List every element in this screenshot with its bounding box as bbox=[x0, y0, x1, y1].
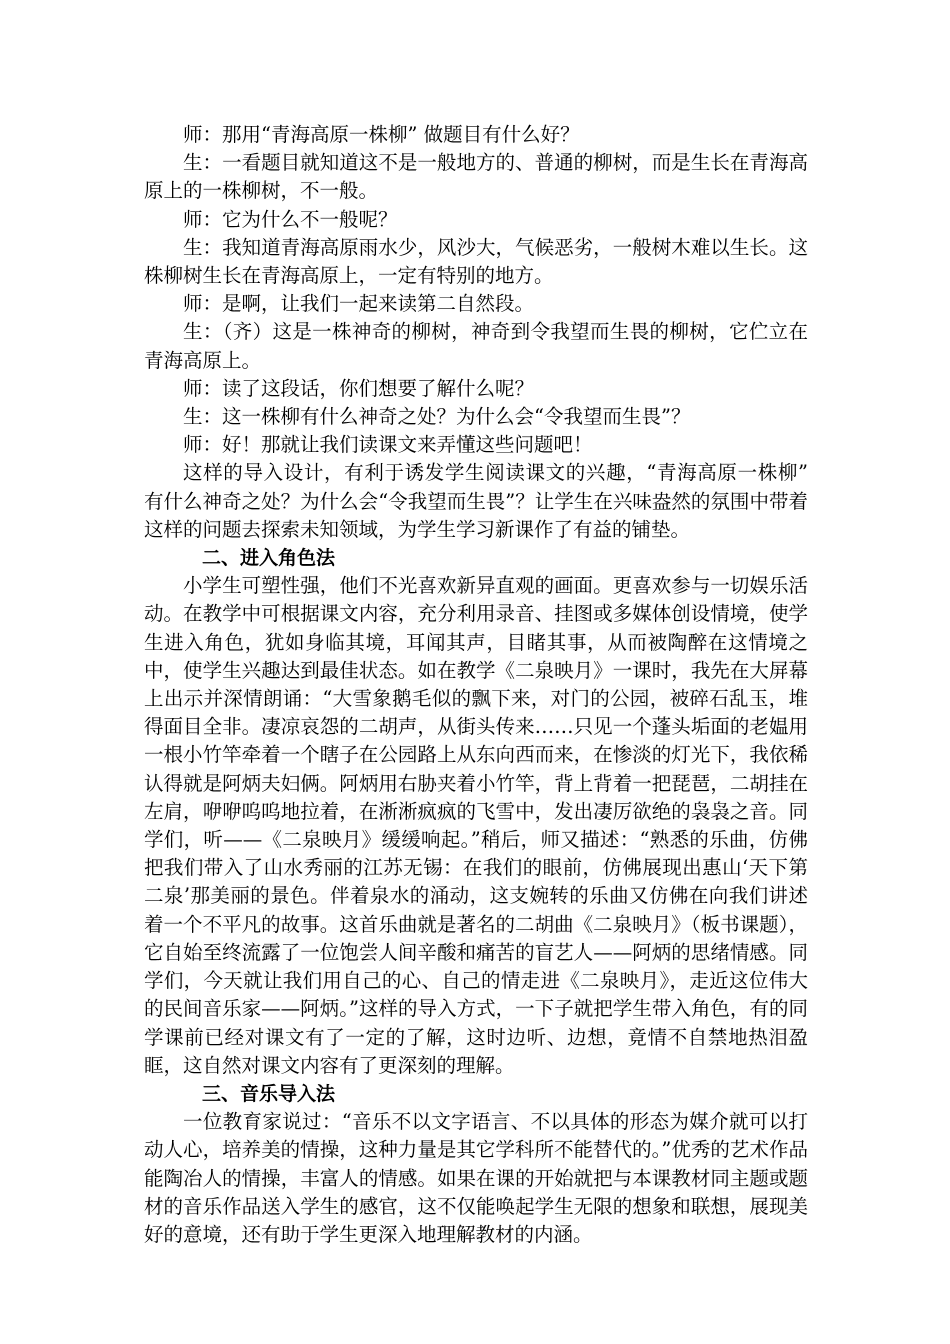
dialogue-line: 生：这一株柳有什么神奇之处？为什么会“令我望而生畏”？ bbox=[183, 405, 691, 429]
dialogue-line: 生：一看题目就知道这不是一般地方的、普通的柳树，而是生长在青海高原上的一株柳树，不一般。 bbox=[144, 151, 808, 203]
section-body-music: 一位教育家说过：“音乐不以文字语言、不以具体的形态为媒介就可以打动人心，培养美的情操，这种力量是其它学科所不能替代的。”优秀的艺术作品能陶冶人的情操，丰富人的情感。如果在课的开始就把与本课教材同主题或题材的音乐作品送入学生的感官，这不仅能唤起学生无限的想象和联想，展现美好的意境，还有助于学生更深入地理解教材的内涵。 bbox=[144, 1110, 808, 1246]
dialogue-line: 生：（齐）这是一株神奇的柳树，神奇到令我望而生畏的柳树，它伫立在青海高原上。 bbox=[144, 320, 808, 372]
dialogue-line: 生：我知道青海高原雨水少，风沙大，气候恶劣，一般树木难以生长。这株柳树生长在青海高原上，一定有特别的地方。 bbox=[144, 235, 808, 288]
section-body-role-play: 小学生可塑性强，他们不光喜欢新异直观的画面。更喜欢参与一切娱乐活动。在教学中可根据课文内容，充分利用录音、挂图或多媒体创设情境，使学生进入角色，犹如身临其境，耳闻其声，目睹其事，从而被陶醉在这情境之中，使学生兴趣达到最佳状态。如在教学《二泉映月》一课时，我先在大屏幕上出示并深情朗诵：“大雪象鹅毛似的飘下来，对门的公园，被碎石乱玉，堆得面目全非。凄凉哀怨的二胡声，从街头传来……只见一个蓬头垢面的老媪用一根小竹竿牵着一个瞎子在公园路上从东向西而来，在惨淡的灯光下，我依稀认得就是阿炳夫妇俩。阿炳用右胁夹着小竹竿，背上背着一把琵琶，二胡挂在左肩，咿咿呜呜地拉着，在淅淅疯疯的飞雪中，发出凄厉欲绝的袅袅之音。同学们，听——《二泉映月》缓缓响起。”稍后，师又描述：“熟悉的乐曲，仿佛把我们带入了山水秀丽的江苏无锡：在我们的眼前，仿佛展现出惠山‘天下第二泉’那美丽的景色。伴着泉水的涌动，这支婉转的乐曲又仿佛在向我们讲述着一个不平凡的故事。这首乐曲就是著名的二胡曲《二泉映月》（板书课题），它自始至终流露了一位饱尝人间辛酸和痛苦的盲艺人——阿炳的思绪情感。同学们，今天就让我们用自己的心、自己的情走进《二泉映月》，走近这位伟大的民间音乐家——阿炳。”这样的导入方式，一下子就把学生带入角色，有的同学课前已经对课文有了一定的了解，这时边听、边想，竟情不自禁地热泪盈眶，这自然对课文内容有了更深刻的理解。 bbox=[144, 574, 808, 1077]
dialogue-line: 师：是啊，让我们一起来读第二自然段。 bbox=[183, 292, 535, 316]
dialogue-line: 师：读了这段话，你们想要了解什么呢？ bbox=[183, 376, 535, 400]
dialogue-line: 师：它为什么不一般呢？ bbox=[183, 207, 398, 231]
section-heading-music: 三、音乐导入法 bbox=[202, 1082, 336, 1105]
dialogue-line: 师：那用“青海高原一株柳” 做题目有什么好？ bbox=[183, 123, 580, 146]
document-page bbox=[144, 121, 808, 1249]
summary-paragraph: 这样的导入设计，有利于诱发学生阅读课文的兴趣，“青海高原一株柳” 有什么神奇之处？为什么会“令我望而生畏”？让学生在兴味盎然的氛围中带着这样的问题去探索未知领域，为学生学习新课作了有益的铺垫。 bbox=[144, 461, 808, 541]
section-heading-role-play: 二、进入角色法 bbox=[202, 547, 336, 570]
dialogue-line: 师：好！那就让我们读课文来弄懂这些问题吧！ bbox=[183, 433, 593, 457]
